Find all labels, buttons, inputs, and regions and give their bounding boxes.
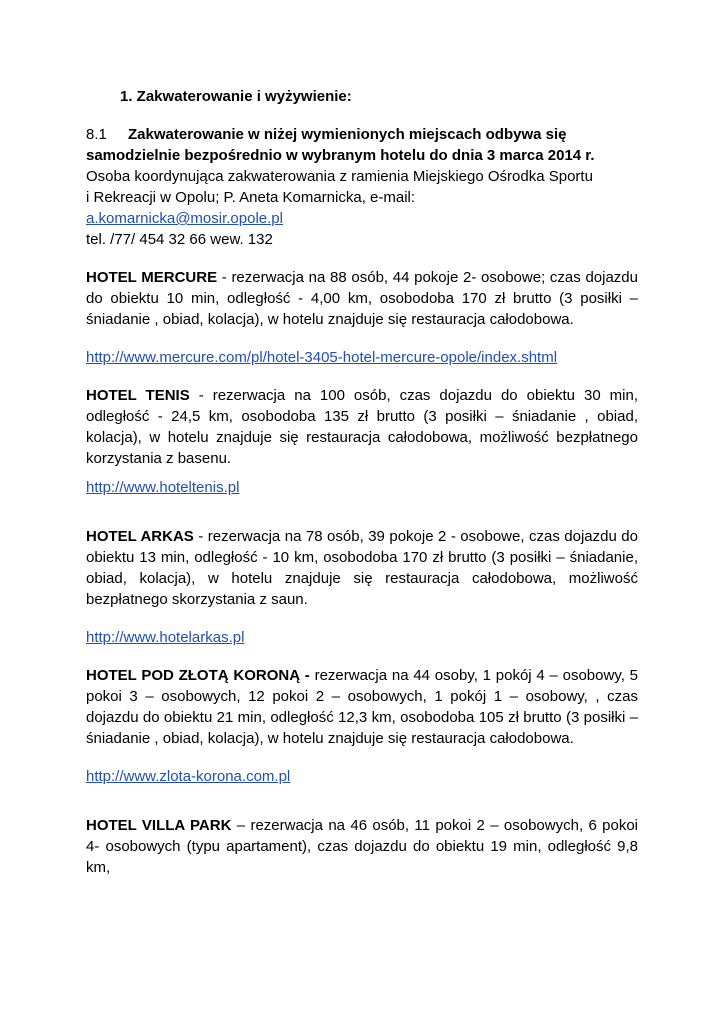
section-title-line2 [86,145,638,166]
hotel-entry-villa-park [86,815,638,878]
section-title-part1: Zakwaterowanie w niżej wymienionych miejscach odbywa się [128,126,567,143]
hotel-url-link[interactable]: http://www.zlota-korona.com.pl [86,768,291,785]
hotel-entry-tenis [86,385,638,469]
hotel-name: HOTEL POD ZŁOTĄ KORONĄ - [86,667,310,684]
coordinator-email-link[interactable]: a.komarnicka@mosir.opole.pl [86,210,283,227]
hotel-entry-arkas [86,526,638,610]
coordinator-phone: tel. /77/ 454 32 66 wew. 132 [86,231,273,248]
hotel-name: HOTEL MERCURE [86,269,218,286]
section-heading: 1. Zakwaterowanie i wyżywienie: [120,88,352,105]
hotel-name: HOTEL TENIS [86,387,190,404]
hotel-url-link[interactable]: http://www.hoteltenis.pl [86,479,240,496]
hotel-url-link[interactable]: http://www.hotelarkas.pl [86,629,245,646]
section-number: 8.1 [86,126,107,143]
hotel-name: HOTEL ARKAS [86,528,194,545]
section-title-line1 [86,124,638,145]
hotel-name: HOTEL VILLA PARK [86,817,232,834]
section-title-part2: samodzielnie bezpośrednio w wybranym hotelu do dnia 3 marca 2014 r. [86,147,595,164]
coordinator-line2: i Rekreacji w Opolu; P. Aneta Komarnicka, e-mail: [86,189,416,206]
coordinator-line1: Osoba koordynująca zakwaterowania z ramienia Miejskiego Ośrodka Sportu [86,168,593,185]
hotel-entry-zlota-korona [86,665,638,749]
section-8-1 [86,124,638,250]
hotel-description: – rezerwacja na 46 osób, 11 pokoi 2 – osobowych, 6 pokoi 4- osobowych (typu apartament), czas dojazdu do obiektu 19 min, odległość 9,8 km, [86,817,639,876]
hotel-description: rezerwacja na 44 osoby, 1 pokój 4 – osobowy, 5 pokoi 3 – osobowych, 12 pokoi 2 – osobowych, 1 pokój 1 – osobowy, , czas dojazdu do obiektu 21 min, odległość 12,3 km, osobodoba 105 zł brutto (3 posiłki – śniadanie , obiad, kolacja), w hotelu znajduje się restauracja całodobowa. [86,667,638,747]
document-page [86,86,638,895]
hotel-entry-mercure [86,267,638,330]
hotel-description: - rezerwacja na 88 osób, 44 pokoje 2- osobowe; czas dojazdu do obiektu 10 min, odległość - 4,00 km, osobodoba 170 zł brutto (3 posiłki – śniadanie , obiad, kolacja), w hotelu znajduje się restauracja całodobowa. [86,269,638,328]
hotel-description: - rezerwacja na 78 osób, 39 pokoje 2 - osobowe, czas dojazdu do obiektu 13 min, odległość - 10 km, osobodoba 170 zł brutto (3 posiłki – śniadanie, obiad, kolacja), w hotelu znajduje się restauracja całodobowa, możliwość bezpłatnego skorzystania z saun. [86,528,638,608]
hotel-description: - rezerwacja na 100 osób, czas dojazdu do obiektu 30 min, odległość - 24,5 km, osobodoba 135 zł brutto (3 posiłki – śniadanie , obiad, kolacja), w hotelu znajduje się restauracja całodobowa, możliwość bezpłatnego korzystania z basenu. [86,387,639,467]
hotel-url-link[interactable]: http://www.mercure.com/pl/hotel-3405-hotel-mercure-opole/index.shtml [86,349,558,366]
